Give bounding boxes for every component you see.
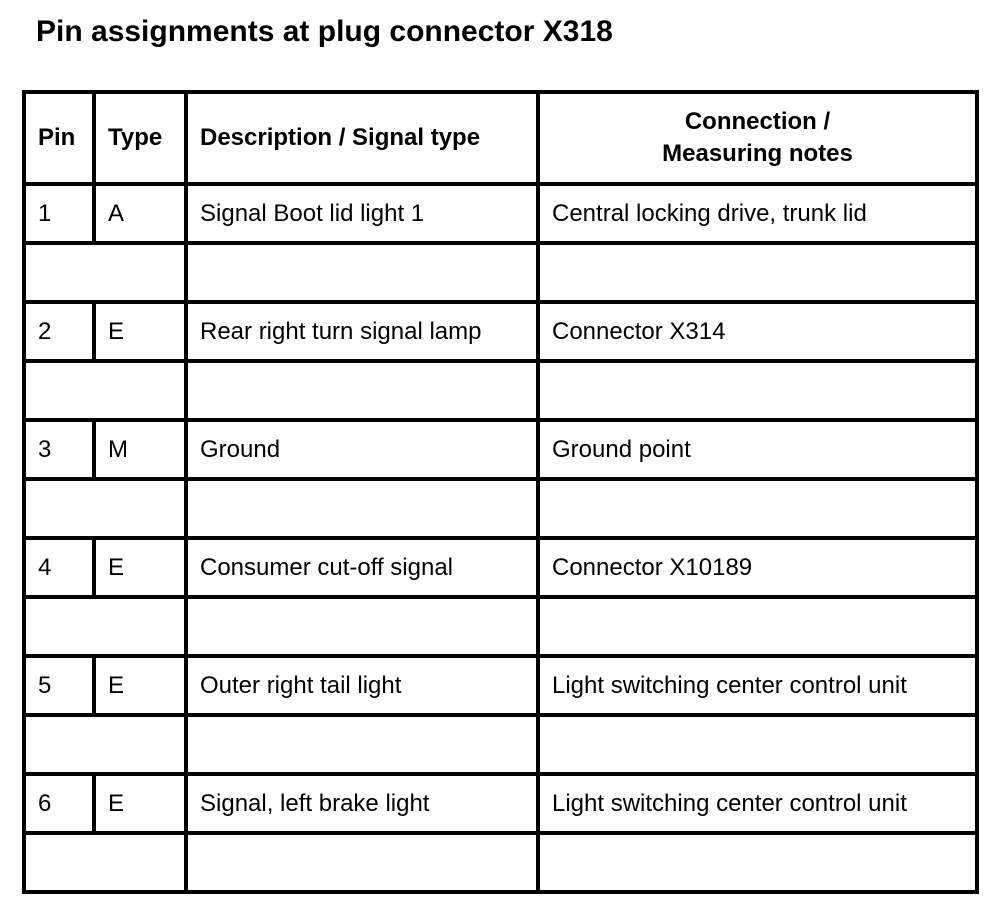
table-row-pin-3 xyxy=(24,420,977,479)
table-note-row xyxy=(24,833,977,892)
cell-type: M xyxy=(94,420,186,479)
note-cell-connection xyxy=(538,597,977,656)
table-row-pin-6 xyxy=(24,774,977,833)
table-note-row xyxy=(24,479,977,538)
page-title: Pin assignments at plug connector X318 xyxy=(36,15,613,48)
note-cell-pin-type xyxy=(24,361,186,420)
cell-pin: 5 xyxy=(24,656,94,715)
cell-connection: Connector X314 xyxy=(538,302,977,361)
note-cell-description xyxy=(186,479,538,538)
cell-type: E xyxy=(94,302,186,361)
cell-description: Rear right turn signal lamp xyxy=(186,302,538,361)
table-note-row xyxy=(24,597,977,656)
cell-connection: Central locking drive, trunk lid xyxy=(538,184,977,243)
note-cell-pin-type xyxy=(24,715,186,774)
note-cell-pin-type xyxy=(24,243,186,302)
note-cell-description xyxy=(186,243,538,302)
cell-pin: 1 xyxy=(24,184,94,243)
cell-connection: Light switching center control unit xyxy=(538,656,977,715)
cell-pin: 6 xyxy=(24,774,94,833)
column-header-connection-line1: Connection / xyxy=(684,108,831,135)
note-cell-pin-type xyxy=(24,597,186,656)
cell-connection: Ground point xyxy=(538,420,977,479)
column-header-pin: Pin xyxy=(24,92,94,184)
column-header-connection xyxy=(538,92,977,184)
cell-type: E xyxy=(94,538,186,597)
note-cell-connection xyxy=(538,833,977,892)
table-note-row xyxy=(24,243,977,302)
table-row-pin-1 xyxy=(24,184,977,243)
table-row-pin-5 xyxy=(24,656,977,715)
cell-pin: 4 xyxy=(24,538,94,597)
note-cell-description xyxy=(186,715,538,774)
cell-connection: Light switching center control unit xyxy=(538,774,977,833)
cell-type: E xyxy=(94,656,186,715)
column-header-description: Description / Signal type xyxy=(186,92,538,184)
cell-description: Consumer cut-off signal xyxy=(186,538,538,597)
table-note-row xyxy=(24,361,977,420)
cell-type: E xyxy=(94,774,186,833)
note-cell-description xyxy=(186,361,538,420)
table-row-pin-2 xyxy=(24,302,977,361)
note-cell-connection xyxy=(538,243,977,302)
cell-type: A xyxy=(94,184,186,243)
column-header-type: Type xyxy=(94,92,186,184)
note-cell-connection xyxy=(538,715,977,774)
cell-description: Signal, left brake light xyxy=(186,774,538,833)
table-header-row xyxy=(24,92,977,184)
note-cell-connection xyxy=(538,361,977,420)
cell-pin: 2 xyxy=(24,302,94,361)
note-cell-pin-type xyxy=(24,833,186,892)
table-note-row xyxy=(24,715,977,774)
note-cell-description xyxy=(186,833,538,892)
cell-description: Outer right tail light xyxy=(186,656,538,715)
note-cell-pin-type xyxy=(24,479,186,538)
note-cell-description xyxy=(186,597,538,656)
note-cell-connection xyxy=(538,479,977,538)
cell-pin: 3 xyxy=(24,420,94,479)
cell-connection: Connector X10189 xyxy=(538,538,977,597)
cell-description: Signal Boot lid light 1 xyxy=(186,184,538,243)
column-header-connection-line2: Measuring notes xyxy=(662,140,853,167)
cell-description: Ground xyxy=(186,420,538,479)
pin-assignment-table xyxy=(22,90,979,894)
table-row-pin-4 xyxy=(24,538,977,597)
